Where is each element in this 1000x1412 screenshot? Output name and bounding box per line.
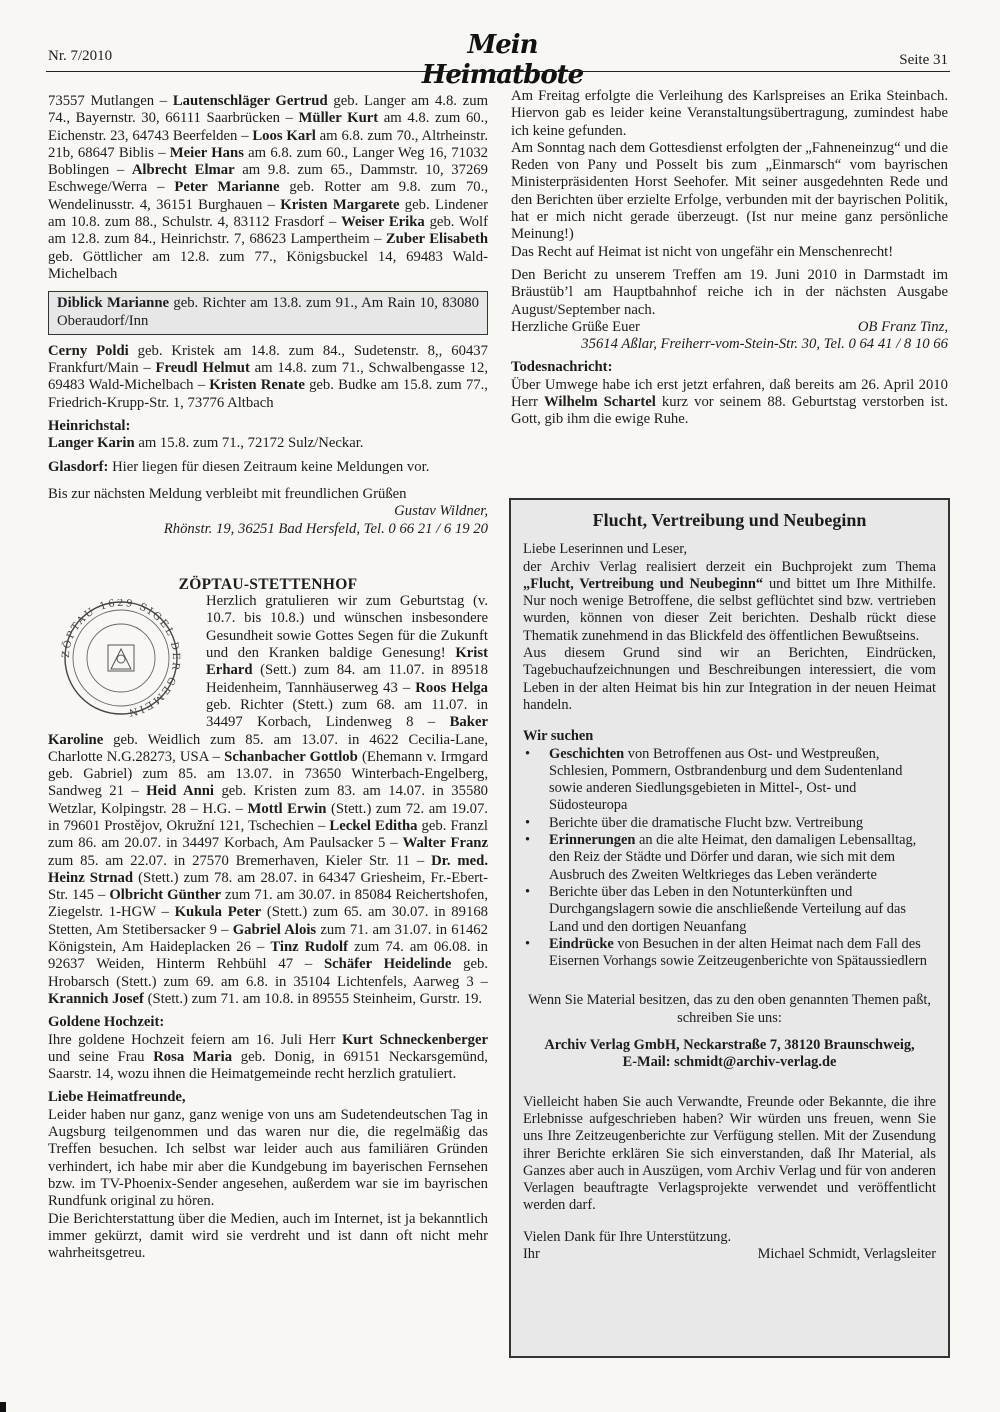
box-request-text: Vielleicht haben Sie auch Verwandte, Freunde oder Bekannte, die ihre Erlebnisse aufgeschrieben haben? Wir würden uns freuen, wenn Sie uns Ihre Zeitzeugenberichte zur Verfügung stellen. Mit der Zusendung ihrer Berichte erklären Sie sich einverstanden, daß Ihr Material, als Ganzes aber auch in Auszügen, vom Archiv Verlag und für von anderen Verlagen beauftragte Verlagsprojekte verwendet und veröffentlicht werden darf. [523, 1093, 936, 1214]
bold-name: Tinz Rudolf [270, 939, 349, 956]
bold-name: Rosa Maria [153, 1048, 233, 1065]
box-address: Archiv Verlag GmbH, Neckarstraße 7, 38120 Braunschweig, [544, 1037, 915, 1054]
village-seal [48, 599, 194, 717]
birthday-list-zoeptau: Herzlich gratulieren wir zum Geburtstag (v. 10.7. bis 10.8.) und wünschen insbesondere Gesundheit sowie Gottes Segen für die Zukunft und den Kranken baldige Genesung! Krist Erhard (Sett.) zum 84. am 11.07. in 89518 Heidenheim, Tannhäuserweg 43 – Roos Helga geb. Richter (Stett.) zum 68. am 11.07. in 34497 Korbach, Lindenweg 8 – Baker Karoline geb. Weidlich zum 85. am 13.07. in 4622 Cecilia-Lane, Charlotte N.G.28273, USA – Schanbacher Gottlob (Ehemann v. Irmgard geb. Gabriel) zum 85. am 13.07. in 73650 Winterbach-Engelberg, Sandweg 21 – Heid Anni geb. Kristen zum 83. am 14.07. in 35580 Wetzlar, Kolpingstr. 28 – H.G. – Mottl Erwin (Stett.) zum 72. am 19.07. in 79601 Prostějov, Okružní 121, Tschechien – Leckel Editha geb. Franzl zum 86. am 20.07. in 34497 Korbach, Am Paulsacker 5 – Walter Franz zum 85. am 22.07. in 27570 Bremerhaven, Kieler Str. 11 – Dr. med. Heinz Strnad (Stett.) zum 78. am 28.07. in 64347 Griesheim, Fr.-Ebert-Str. 145 – Olbricht Günther zum 71. am 30.07. in 85084 Reichertshofen, Ziegelstr. 1-HGW – Kukula Peter (Stett.) zum 65. am 30.07. in 89168 Stetten, Am Stetibersacker 9 – Gabriel Alois zum 71. am 31.07. in 61462 Königstein, Am Haideplacken 26 – Tinz Rudolf zum 74. am 06.08. in 92637 Weiden, Hinterm Rehbühl 47 – Schäfer Heidelinde geb. Hrobarsch (Stett.) zum 69. am 6.8. in 35104 Lichtenfels, Aarweg 3 – Krannich Josef (Stett.) zum 71. am 10.8. in 89555 Steinheim, Gurstr. 19. [48, 593, 489, 1007]
seal-inscription: ZÖPTAU 1629 SIGEL DER GEMEIN [60, 599, 182, 718]
highlighted-birthday [48, 291, 488, 335]
bold-name: Albrecht Elmar [131, 162, 235, 179]
box-bullet-item: • Berichte über das Leben in den Notunterkünften und Durchgangslagern sowie die anschließende Verteilung auf das Land und den dortigen Neuanfang [525, 883, 906, 935]
bold-name: Wilhelm Schartel [543, 394, 656, 411]
bold-name: Kukula Peter [174, 904, 262, 921]
bold-name: Glasdorf: [48, 458, 109, 475]
dear-friends-text: Leider haben nur ganz, ganz wenige von uns am Sudetendeutschen Tag in Augsburg teilgenommen und das waren nur die, die regelmäßig das Treffen besuchen. Ich selbst war leider auch aus familiären Gründen verhindert, ich habe mir aber die Kundgebung im bayerischen Fernsehen bzw. im TV-Phoenix-Sender angesehen, außerdem war sie im bayrischen Rundfunk original zu hören. [48, 1106, 488, 1210]
book-project-box [509, 498, 950, 1358]
bold-name: Roos Helga [415, 679, 488, 696]
bold-name: Kristen Renate [209, 377, 305, 394]
bold-name: Walter Franz [402, 835, 488, 852]
bold-name: Geschichten [549, 745, 625, 762]
bold-name: Freudl Helmut [155, 360, 250, 377]
signature-address: Rhönstr. 19, 36251 Bad Hersfeld, Tel. 0 66 21 / 6 19 20 [163, 520, 488, 537]
right-column [511, 88, 948, 429]
birthday-list-2: Cerny Poldi geb. Kristek am 14.8. zum 84., Sudetenstr. 8,, 60437 Frankfurt/Main – Freudl Helmut am 14.8. zum 71., Schwalbengasse 12, 69483 Wald-Michelbach – Kristen Renate geb. Budke am 15.8. zum 77., Friedrich-Krupp-Str. 1, 73776 Altbach [48, 342, 488, 411]
left-column [48, 93, 488, 1262]
bold-name: Cerny Poldi [48, 342, 129, 359]
bullet-icon: • [525, 935, 531, 952]
bold-name: Langer Karin [48, 435, 135, 452]
bold-name: Weiser Erika [341, 214, 425, 231]
death-notice-text: Über Umwege habe ich erst jetzt erfahren, daß bereits am 26. April 2010 Herr Wilhelm Schartel kurz vor seinem 88. Geburtstag verstorben ist. Gott, gib ihm die ewige Ruhe. [511, 376, 948, 428]
bold-name: Kristen Margarete [280, 196, 400, 213]
bold-name: Erinnerungen [549, 832, 636, 849]
bullet-icon: • [525, 745, 531, 762]
issue-number: Nr. 7/2010 [48, 48, 113, 64]
bullet-icon: • [525, 814, 531, 831]
box-bullet-item: • Erinnerungen an die alte Heimat, den damaligen Lebensalltag, den Reiz der Städte und Dörfer und daran, wie sich mit dem Ausbruch des Zweiten Weltkrieges das Leben veränderte [525, 832, 917, 883]
masthead-logo: Mein Heimatbote [421, 30, 584, 90]
bold-name: „Flucht, Vertreibung und Neubeginn“ [523, 575, 764, 592]
bold-name: Diblick Marianne [57, 295, 170, 312]
bold-name: Zuber Elisabeth [385, 231, 489, 248]
karlspreis-text: Am Freitag erfolgte die Verleihung des Karlspreises an Erika Steinbach. Hiervon gab es leider keine Veranstaltungsübertragung, zumindest habe ich keine gefunden. [511, 88, 948, 139]
death-notice-heading: Todesnachricht: [511, 359, 613, 376]
greeting-signature: OB Franz Tinz, [857, 318, 948, 335]
box-salutation: Liebe Leserinnen und Leser, [523, 541, 688, 558]
bold-name: Baker Karoline [48, 714, 488, 748]
box-thanks: Vielen Dank für Ihre Unterstützung. [523, 1228, 732, 1245]
golden-wedding-text: Ihre goldene Hochzeit feiern am 16. Juli Herr Kurt Schneckenberger und seine Frau Rosa Maria geb. Donig, in 69151 Neckarsgemünd, Saarstr. 14, wozu ihnen die Heimatgemeinde recht herzlich gratuliert. [48, 1031, 488, 1083]
birthday-list-1: 73557 Mutlangen – Lautenschläger Gertrud geb. Langer am 4.8. zum 74., Bayernstr. 30, 66111 Saarbrücken – Müller Kurt am 4.8. zum 60., Eichenstr. 23, 64743 Beerfelden – Loos Karl am 6.8. zum 70., Altrheinstr. 21b, 68647 Biblis – Meier Hans am 6.8. zum 60., Langer Weg 16, 71032 Boblingen – Albrecht Elmar am 9.8. zum 65., Dammstr. 10, 37269 Eschwege/Werra – Peter Marianne geb. Rotter am 9.8. zum 70., Wendelinusstr. 4, 36151 Burghauen – Kristen Margarete geb. Lindener am 10.8. zum 88., Schulstr. 4, 83112 Frasdorf – Weiser Erika geb. Wolf am 12.8. zum 84., Heinrichstr. 7, 68623 Lampertheim – Zuber Elisabeth geb. Göttlicher am 12.8. zum 77., Königsbuckel 14, 69483 Wald-Michelbach [48, 93, 489, 282]
bold-name: Loos Karl [252, 127, 316, 144]
closing-text: Bis zur nächsten Meldung verbleibt mit freundlichen Grüßen [48, 485, 407, 502]
golden-wedding-heading: Goldene Hochzeit: [48, 1014, 165, 1031]
bold-name: Müller Kurt [298, 110, 379, 127]
box-email: E-Mail: schmidt@archiv-verlag.de [622, 1054, 837, 1071]
meeting-report-text: Den Bericht zu unserem Treffen am 19. Juni 2010 in Darmstadt im Bräustüb’l am Hauptbahnhof reiche ich in der nächsten Ausgabe August/September nach. [511, 266, 948, 318]
heinrichstal-text: Langer Karin am 15.8. zum 71., 72172 Sulz/Neckar. [48, 435, 364, 452]
bold-name: Lautenschläger Gertrud [172, 93, 328, 109]
bold-name: Dr. med. Heinz Strnad [48, 852, 488, 886]
bold-name: Krannich Josef [48, 990, 144, 1007]
box-interest-text: Aus diesem Grund sind wir an Berichten, Eindrücken, Tagebuchaufzeichnungen und Beschreibungen interessiert, die vom Leben in der alten Heimat bis hin zur Integration in der neuen Heimat handeln. [523, 645, 936, 713]
bold-name: Gabriel Alois [232, 921, 317, 938]
box-ihr: Ihr [523, 1245, 540, 1262]
bold-name: Mottl Erwin [247, 800, 327, 817]
box-bullet-item: • Geschichten von Betroffenen aus Ost- und Westpreußen, Schlesien, Pommern, Ostbrandenburg und dem Sudentenland sowie anderen Siedlungsgebieten in Mittel-, Ost- und Südosteuropa [525, 745, 903, 814]
greeting-address: 35614 Aßlar, Freiherr-vom-Stein-Str. 30, Tel. 0 64 41 / 8 10 66 [581, 336, 948, 353]
sunday-report-text: Am Sonntag nach dem Gottesdienst erfolgten der „Fahneneinzug“ und die Reden von Pany und Posselt bis zum „Einmarsch“ vom bayrischen Ministerpräsidenten Horst Seehofer. Mit seiner ausgedehnten Rede und den Berichten über erzielte Erfolge, verbunden mit der bayrischen Politik, hat er mich nicht gerade überzeugt. (Ist nur meine ganz persönliche Meinung!) [511, 139, 948, 243]
bold-name: Kurt Schneckenberger [341, 1031, 488, 1048]
box-intro-text: der Archiv Verlag realisiert derzeit ein Buchprojekt zum Thema „Flucht, Vertreibung und Neubeginn“ und bittet um Ihre Mithilfe. Nur noch wenige Betroffene, die selbst geflüchtet sind bzw. vertrieben wurden, können von dieser Zeit berichten. Deshalb rückt diese Thematik zunehmend in das Blickfeld des öffentlichen Bewußtseins. [523, 558, 936, 644]
bold-name: Schäfer Heidelinde [323, 956, 452, 973]
right-to-homeland-text: Das Recht auf Heimat ist nicht von ungefähr ein Menschenrecht! [511, 243, 894, 260]
section-title-zoeptau: ZÖPTAU-STETTENHOF [178, 575, 358, 593]
box-material-text: Wenn Sie Material besitzen, das zu den oben genannten Themen paßt, schreiben Sie uns: [528, 992, 931, 1026]
box-we-seek-heading: Wir suchen [523, 728, 594, 745]
signature-name: Gustav Wildner, [394, 503, 488, 520]
bold-name: Schanbacher Gottlob [224, 748, 358, 765]
glasdorf-text: Glasdorf: Hier liegen für diesen Zeitraum keine Meldungen vor. [48, 458, 430, 475]
svg-text:ZÖPTAU 1629 SIGEL DER GEMEIN [61, 599, 181, 717]
box-bullet-item: • Eindrücke von Besuchen in der alten Heimat nach dem Fall des Eisernen Vorhangs sowie Zeitzeugenberichte von Spätaussiedlern [525, 935, 927, 970]
heinrichstal-heading: Heinrichstal: [48, 418, 131, 435]
bold-name: Meier Hans [169, 144, 244, 161]
bullet-icon: • [525, 832, 531, 849]
page-number: Seite 31 [899, 52, 948, 68]
box-signer: Michael Schmidt, Verlagsleiter [757, 1245, 936, 1262]
page-edge-mark [0, 1402, 6, 1412]
dear-friends-heading: Liebe Heimatfreunde, [48, 1089, 186, 1106]
bold-name: Krist Erhard [206, 645, 488, 679]
bold-name: Leckel Editha [329, 817, 418, 834]
box-bullet-list [523, 746, 936, 971]
bold-name: Peter Marianne [174, 179, 280, 196]
bold-name: Heid Anni [146, 783, 215, 800]
bullet-icon: • [525, 883, 531, 900]
bold-name: Eindrücke [549, 935, 614, 952]
media-report-text: Die Berichterstattung über die Medien, auch im Internet, ist ja bekanntlich immer gekürzt, damit wird sie verdreht und ist dann oft nicht mehr wahrheitsgetreu. [48, 1210, 488, 1262]
header-rule [46, 71, 950, 72]
box-bullet-item: • Berichte über die dramatische Flucht bzw. Vertreibung [525, 814, 864, 831]
bold-name: Olbricht Günther [109, 887, 222, 904]
box-title: Flucht, Vertreibung und Neubeginn [592, 510, 867, 530]
highlighted-birthday-text: Diblick Marianne geb. Richter am 13.8. zum 91., Am Rain 10, 83080 Oberaudorf/Inn [57, 295, 479, 329]
greeting-text: Herzliche Grüße Euer [511, 318, 640, 335]
seal-emblem [48, 599, 194, 717]
